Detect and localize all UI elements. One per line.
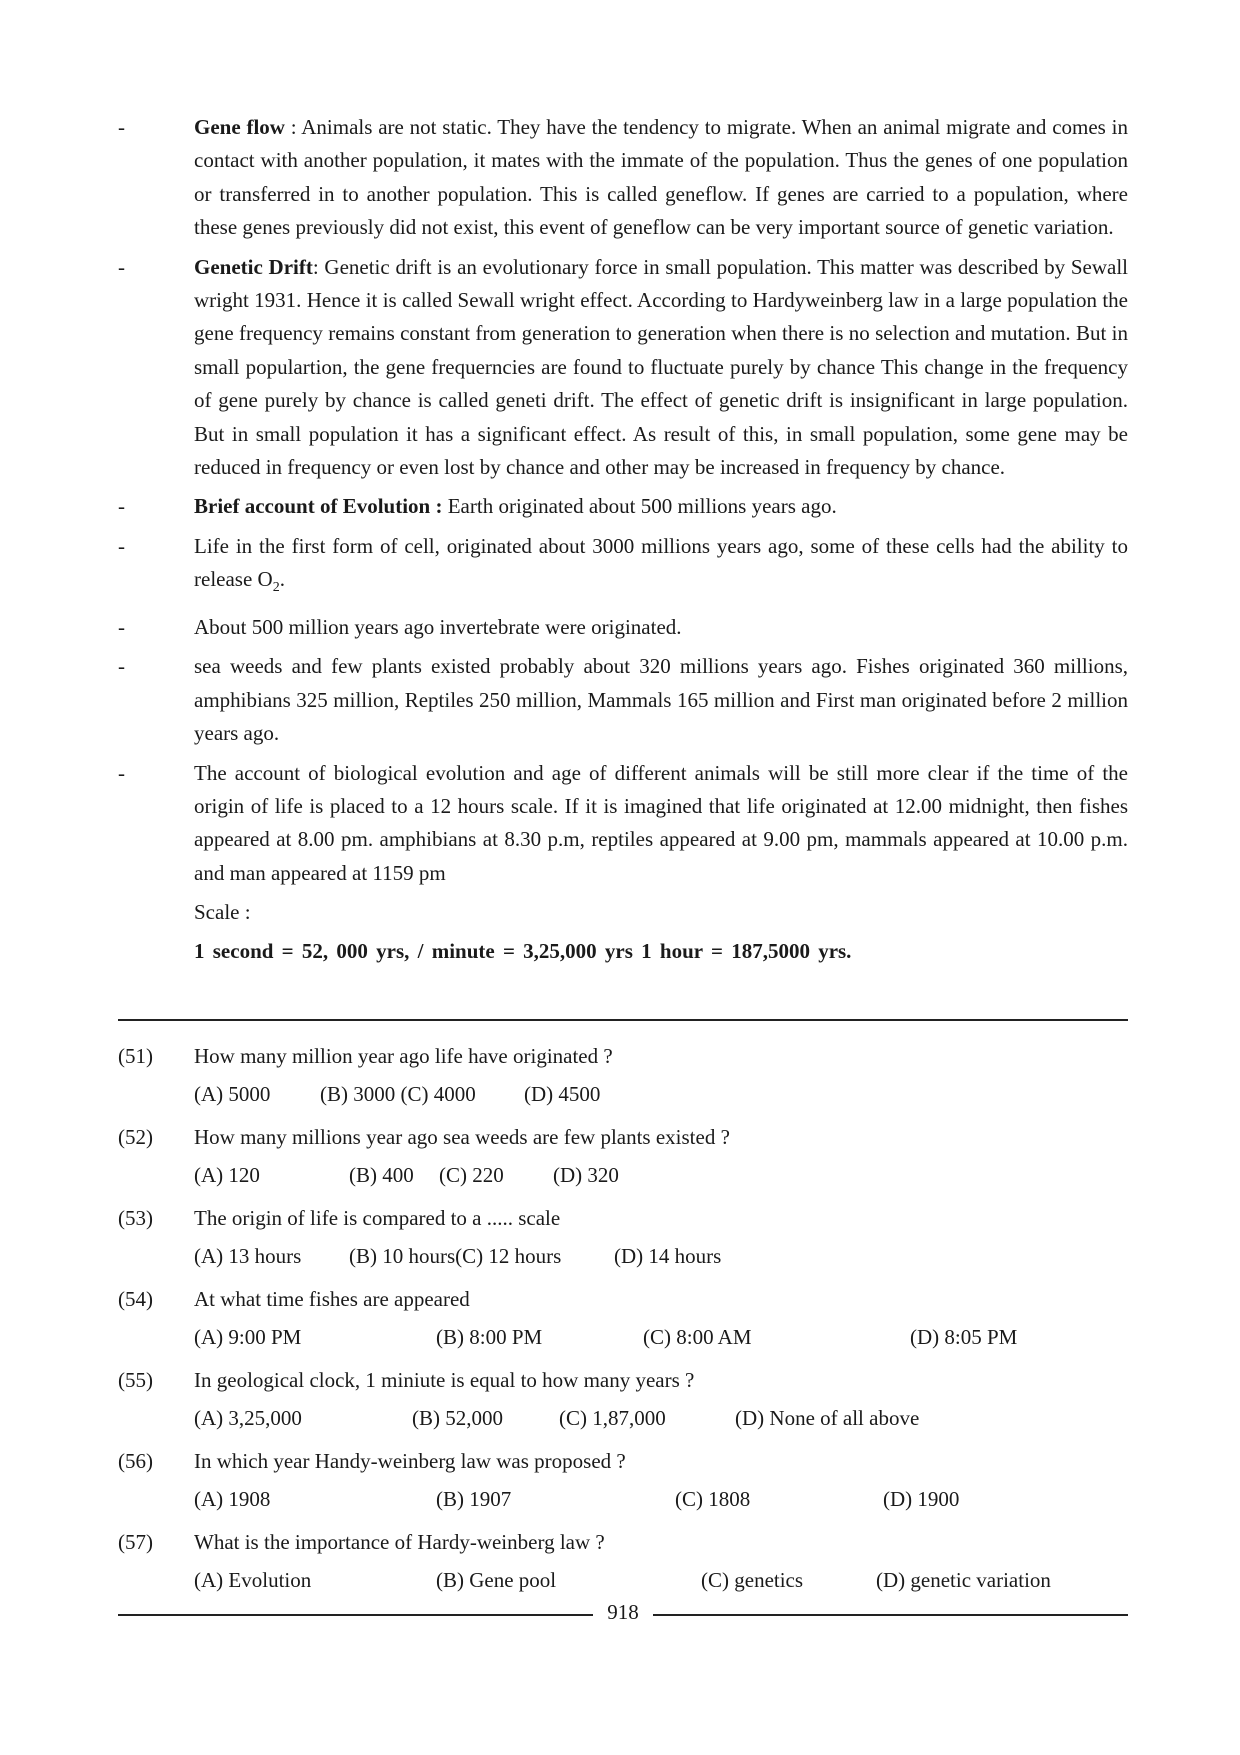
- notes-section: [118, 111, 1128, 968]
- option: (A) 1908: [194, 1487, 271, 1511]
- options-57: [118, 1562, 1128, 1603]
- bullet-body: : Genetic drift is an evolutionary force in small population. This matter was described by Sewall wright 1931. Hence it is called Sewall wright effect. According to Hardyweinberg law in a large population the gene frequency remains constant from generation to generation when there is no selection and mutation. But in small populartion, the gene frequerncies are found to fluctuate purely by chance This change in the frequency of gene purely by chance is called geneti drift. The effect of genetic drift is insignificant in large population. But in small population it has a significant effect. As result of this, in small population, some gene may be reduced in frequency or even lost by chance and other may be increased in frequency by chance.: [194, 254, 1128, 480]
- bullet-invertebrate: - About 500 million years ago invertebrate were originated.: [118, 611, 1128, 644]
- scale-line: 1 second = 52, 000 yrs, / minute = 3,25,000 yrs 1 hour = 187,5000 yrs.: [194, 939, 852, 964]
- page-footer: [118, 1600, 1128, 1630]
- question-57: (57) What is the importance of Hardy-weinberg law ?: [118, 1529, 605, 1554]
- option: (C) 1808: [675, 1487, 751, 1511]
- bullet-first-cell: - Life in the first form of cell, originated about 3000 millions years ago, some of these cells had the ability to release $O_2$.: [118, 533, 1128, 596]
- bullet-sea-weeds: - sea weeds and few plants existed probably about 320 millions years ago. Fishes originated 360 millions, amphibians 325 million, Reptiles 250 million, Mammals 165 million and First man originated before 2 million years ago.: [118, 650, 1128, 750]
- option: (D) 1900: [883, 1487, 960, 1511]
- bullet-body: The account of biological evolution and age of different animals will be still more clear if the time of the origin of life is placed to a 12 hours scale. If it is imagined that life originated at 12.00 midnight, then fishes appeared at 8.00 pm. amphibians at 8.30 p.m, reptiles appeared at 9.00 pm, mammals appeared at 10.00 p.m. and man appeared at 1159 pm: [194, 760, 1128, 885]
- bullet-biological-evolution: - The account of biological evolution and age of different animals will be still more clear if the time of the origin of life is placed to a 12 hours scale. If it is imagined that life originated at 12.00 midnight, then fishes appeared at 8.00 pm. amphibians at 8.30 p.m, reptiles appeared at 9.00 pm, mammals appeared at 10.00 p.m. and man appeared at 1159 pm: [118, 757, 1128, 891]
- option: (C) 8:00 AM: [643, 1325, 752, 1349]
- option: (C) 220: [439, 1163, 504, 1187]
- question-56: (56) In which year Handy-weinberg law was proposed ?: [118, 1448, 626, 1473]
- bullet-gene-flow: - Gene flow : Animals are not static. They have the tendency to migrate. When an animal migrate and comes in contact with another population, it mates with the immate of the population. Thus the genes of one population or transferred in to another population. This is called geneflow. If genes are carried to a population, where these genes previously did not exist, this event of geneflow can be very important source of genetic variation.: [118, 115, 1128, 240]
- options-56: [118, 1481, 1128, 1522]
- option: (D) 320: [553, 1163, 619, 1187]
- bullet-body: Life in the first form of cell, originated about 3000 millions years ago, some of these cells had the ability to release O: [194, 533, 1128, 592]
- bullet-body: Earth originated about 500 millions years ago.: [442, 494, 837, 519]
- question-53: (53) The origin of life is compared to a ..... scale: [118, 1205, 561, 1230]
- question-51: (51) How many million year ago life have originated ?: [118, 1043, 613, 1068]
- bullet-heading: Brief account of Evolution :: [194, 494, 443, 519]
- option: (B) 8:00 PM: [436, 1325, 543, 1349]
- option: (B) 400: [349, 1163, 414, 1187]
- subscript: 2: [272, 580, 280, 596]
- options-54: [118, 1319, 1128, 1360]
- option: (B) Gene pool: [436, 1568, 557, 1592]
- bullet-brief-account: - Brief account of Evolution : Earth originated about 500 millions years ago.: [118, 494, 837, 519]
- bullet-heading: Gene flow: [194, 115, 285, 139]
- question-text: How many millions year ago sea weeds are few plants existed ?: [194, 1124, 730, 1149]
- option: (A) 13 hours: [194, 1244, 302, 1268]
- option: (A) 9:00 PM: [194, 1325, 302, 1349]
- question-text: How many million year ago life have originated ?: [194, 1043, 613, 1068]
- bullet-body: About 500 million years ago invertebrate were originated.: [194, 614, 682, 639]
- option: (A) 5000: [194, 1082, 271, 1106]
- option: (A) Evolution: [194, 1568, 312, 1592]
- question-55: (55) In geological clock, 1 miniute is equal to how many years ?: [118, 1367, 695, 1392]
- bullet-heading: Genetic Drift: [194, 254, 313, 279]
- question-text: In geological clock, 1 miniute is equal to how many years ?: [194, 1367, 695, 1392]
- question-text: At what time fishes are appeared: [194, 1286, 470, 1311]
- option: (B) 10 hours(C) 12 hours: [349, 1244, 562, 1268]
- scale-label: Scale :: [194, 900, 251, 925]
- option: (D) genetic variation: [876, 1568, 1051, 1592]
- option: (C) genetics: [701, 1568, 804, 1592]
- question-text: What is the importance of Hardy-weinberg law ?: [194, 1529, 605, 1554]
- option: (D) 8:05 PM: [910, 1325, 1018, 1349]
- option: (A) 3,25,000: [194, 1406, 302, 1430]
- page-number: 918: [607, 1600, 639, 1624]
- question-52: (52) How many millions year ago sea weeds are few plants existed ?: [118, 1124, 730, 1149]
- footer-rule-right: [653, 1614, 1128, 1616]
- options-52: [118, 1157, 1128, 1198]
- question-text: In which year Handy-weinberg law was proposed ?: [194, 1448, 626, 1473]
- bullet-body: : Animals are not static. They have the tendency to migrate. When an animal migrate and comes in contact with another population, it mates with the immate of the population. Thus the genes of one population or transferred in to another population. This is called geneflow. If genes are carried to a population, where these genes previously did not exist, this event of geneflow can be very important source of genetic variation.: [194, 115, 1128, 240]
- option: (B) 3000 (C) 4000: [320, 1082, 476, 1106]
- bullet-genetic-drift: - Genetic Drift: Genetic drift is an evolutionary force in small population. This matter was described by Sewall wright 1931. Hence it is called Sewall wright effect. According to Hardyweinberg law in a large population the gene frequency remains constant from generation to generation when there is no selection and mutation. But in small populartion, the gene frequerncies are found to fluctuate purely by chance This change in the frequency of gene purely by chance is called geneti drift. The effect of genetic drift is insignificant in large population. But in small population it has a significant effect. As result of this, in small population, some gene may be reduced in frequency or even lost by chance and other may be increased in frequency by chance.: [118, 254, 1128, 480]
- options-51: [118, 1076, 1128, 1117]
- option: (D) 14 hours: [614, 1244, 722, 1268]
- section-divider: [118, 1019, 1128, 1021]
- option: (C) 1,87,000: [559, 1406, 666, 1430]
- options-53: [118, 1238, 1128, 1279]
- option: (A) 120: [194, 1163, 260, 1187]
- bullet-body: sea weeds and few plants existed probably about 320 millions years ago. Fishes originated 360 millions, amphibians 325 million, Reptiles 250 million, Mammals 165 million and First man originated before 2 million years ago.: [194, 654, 1128, 746]
- options-55: [118, 1400, 1128, 1441]
- questions-section: [118, 1036, 1128, 1603]
- question-54: (54) At what time fishes are appeared: [118, 1286, 470, 1311]
- question-text: The origin of life is compared to a ..... scale: [194, 1205, 561, 1230]
- option: (D) None of all above: [735, 1406, 920, 1430]
- option: (B) 1907: [436, 1487, 512, 1511]
- option: (B) 52,000: [412, 1406, 503, 1430]
- option: (D) 4500: [524, 1082, 601, 1106]
